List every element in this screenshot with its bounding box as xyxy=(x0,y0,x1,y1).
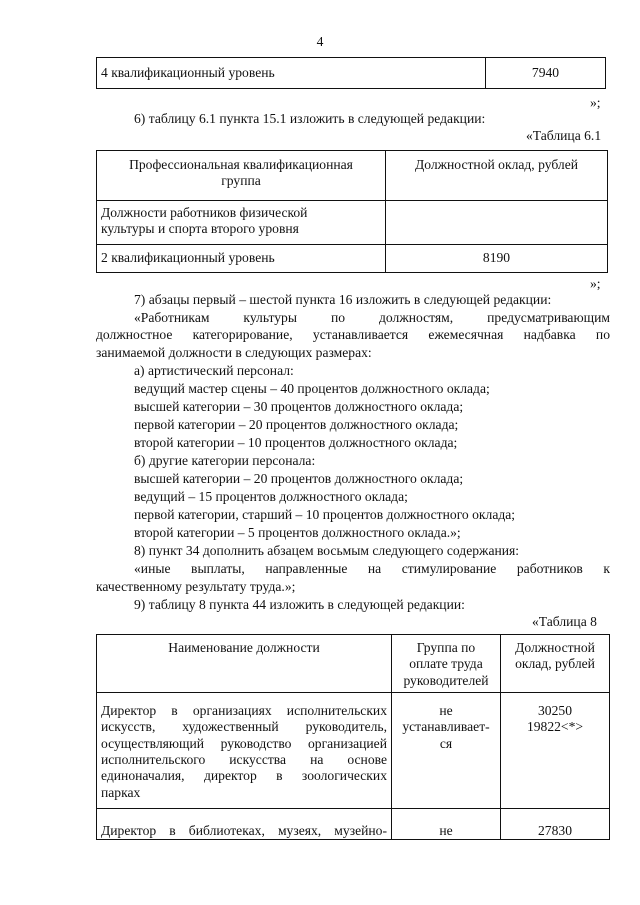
table-header-cell: Наименование должности xyxy=(97,635,392,693)
list-item: высшей категории – 20 процентов должностного оклада; xyxy=(134,471,464,486)
qualification-level-label: 2 квалификационный уровень xyxy=(97,245,386,273)
salary-cell: 27830 xyxy=(501,809,610,840)
position-name-cell xyxy=(97,693,392,809)
closing-quote: »; xyxy=(590,95,601,110)
paragraph-item-9: 9) таблицу 8 пункта 44 изложить в следующей редакции: xyxy=(134,597,465,612)
list-item: ведущий – 15 процентов должностного оклада; xyxy=(134,489,408,504)
cell-text-line: ся xyxy=(439,735,453,751)
table-row xyxy=(97,635,610,693)
paragraph-line: занимаемой должности в следующих размерах: xyxy=(96,345,372,360)
paragraph-line: «иные выплаты, направленные на стимулирование работников к xyxy=(134,561,610,576)
list-item: высшей категории – 30 процентов должностного оклада; xyxy=(134,399,464,414)
list-item: второй категории – 5 процентов должностного оклада.»; xyxy=(134,525,461,540)
paragraph-line: должностное категорирование, устанавливается ежемесячная надбавка по xyxy=(96,327,610,342)
group-cell xyxy=(392,693,501,809)
empty-cell xyxy=(386,201,608,245)
group-text-line: культуры и спорта второго уровня xyxy=(101,221,299,237)
header-text-line: группа xyxy=(221,173,261,189)
table-row xyxy=(97,201,608,245)
cell-text-line: единоначалия, директор в зоологических xyxy=(101,768,387,784)
paragraph-item-6: 6) таблицу 6.1 пункта 15.1 изложить в следующей редакции: xyxy=(134,111,486,126)
word: должностям, xyxy=(379,310,454,325)
list-item: а) артистический персонал: xyxy=(134,363,294,378)
cell-text-line: парках xyxy=(101,784,141,800)
word: «Работникам xyxy=(134,310,210,325)
group-name-cell xyxy=(97,201,386,245)
table-row xyxy=(97,245,608,273)
salary-value: 8190 xyxy=(386,245,608,273)
cell-text-line: 19822<*> xyxy=(526,719,584,735)
justified-line xyxy=(134,310,610,326)
list-item: второй категории – 10 процентов должностного оклада; xyxy=(134,435,458,450)
qualification-level-label: 4 квалификационный уровень xyxy=(97,58,486,89)
table-caption: «Таблица 6.1 xyxy=(526,128,602,143)
position-name-cell xyxy=(97,809,392,840)
header-text-line: оплате труда xyxy=(409,656,483,672)
word: культуры xyxy=(243,310,297,325)
table-header-cell xyxy=(97,151,386,201)
cell-text-line: исполнительского искусства на основе xyxy=(101,751,387,767)
page-number: 4 xyxy=(316,34,324,49)
cell-text-line: устанавливает- xyxy=(402,719,490,735)
salary-value: 7940 xyxy=(486,58,606,89)
table-6-1 xyxy=(96,150,608,273)
group-cell: не xyxy=(392,809,501,840)
table-row xyxy=(97,58,606,89)
closing-quote: »; xyxy=(590,276,601,291)
table-header-cell xyxy=(392,635,501,693)
paragraph-line: качественному результату труда.»; xyxy=(96,579,296,594)
list-item: первой категории – 20 процентов должностного оклада; xyxy=(134,417,459,432)
paragraph-item-7: 7) абзацы первый – шестой пункта 16 изложить в следующей редакции: xyxy=(134,292,552,307)
cell-text-line: не xyxy=(439,703,453,718)
table-row xyxy=(97,151,608,201)
salary-cell xyxy=(501,693,610,809)
table-header-cell: Должностной оклад, рублей xyxy=(386,151,608,201)
cell-text-line: Директор в организациях исполнительских xyxy=(101,703,387,718)
cell-text-line: искусств, художественный руководитель, xyxy=(101,719,387,735)
cell-text-line: Директор в библиотеках, музеях, музейно- xyxy=(101,823,387,838)
list-item: б) другие категории персонала: xyxy=(134,453,316,468)
list-item: ведущий мастер сцены – 40 процентов должностного оклада; xyxy=(134,381,490,396)
table-header-cell xyxy=(501,635,610,693)
group-text-line: Должности работников физической xyxy=(101,205,308,220)
header-text-line: Профессиональная квалификационная xyxy=(129,157,353,172)
header-text-line: оклад, рублей xyxy=(515,656,595,672)
cell-text-line: 30250 xyxy=(538,703,572,718)
word: предусматривающим xyxy=(487,310,610,325)
top-table xyxy=(96,57,606,89)
header-text-line: Должностной xyxy=(515,640,595,655)
header-text-line: руководителей xyxy=(403,672,489,688)
table-row xyxy=(97,693,610,809)
header-text-line: Группа по xyxy=(416,640,476,655)
list-item: первой категории, старший – 10 процентов должностного оклада; xyxy=(134,507,516,522)
word: по xyxy=(330,310,346,325)
cell-text-line: осуществляющий руководство организацией xyxy=(101,735,387,751)
table-row xyxy=(97,809,610,840)
table-caption: «Таблица 8 xyxy=(532,614,597,629)
table-8 xyxy=(96,634,610,840)
paragraph-item-8: 8) пункт 34 дополнить абзацем восьмым следующего содержания: xyxy=(134,543,520,558)
